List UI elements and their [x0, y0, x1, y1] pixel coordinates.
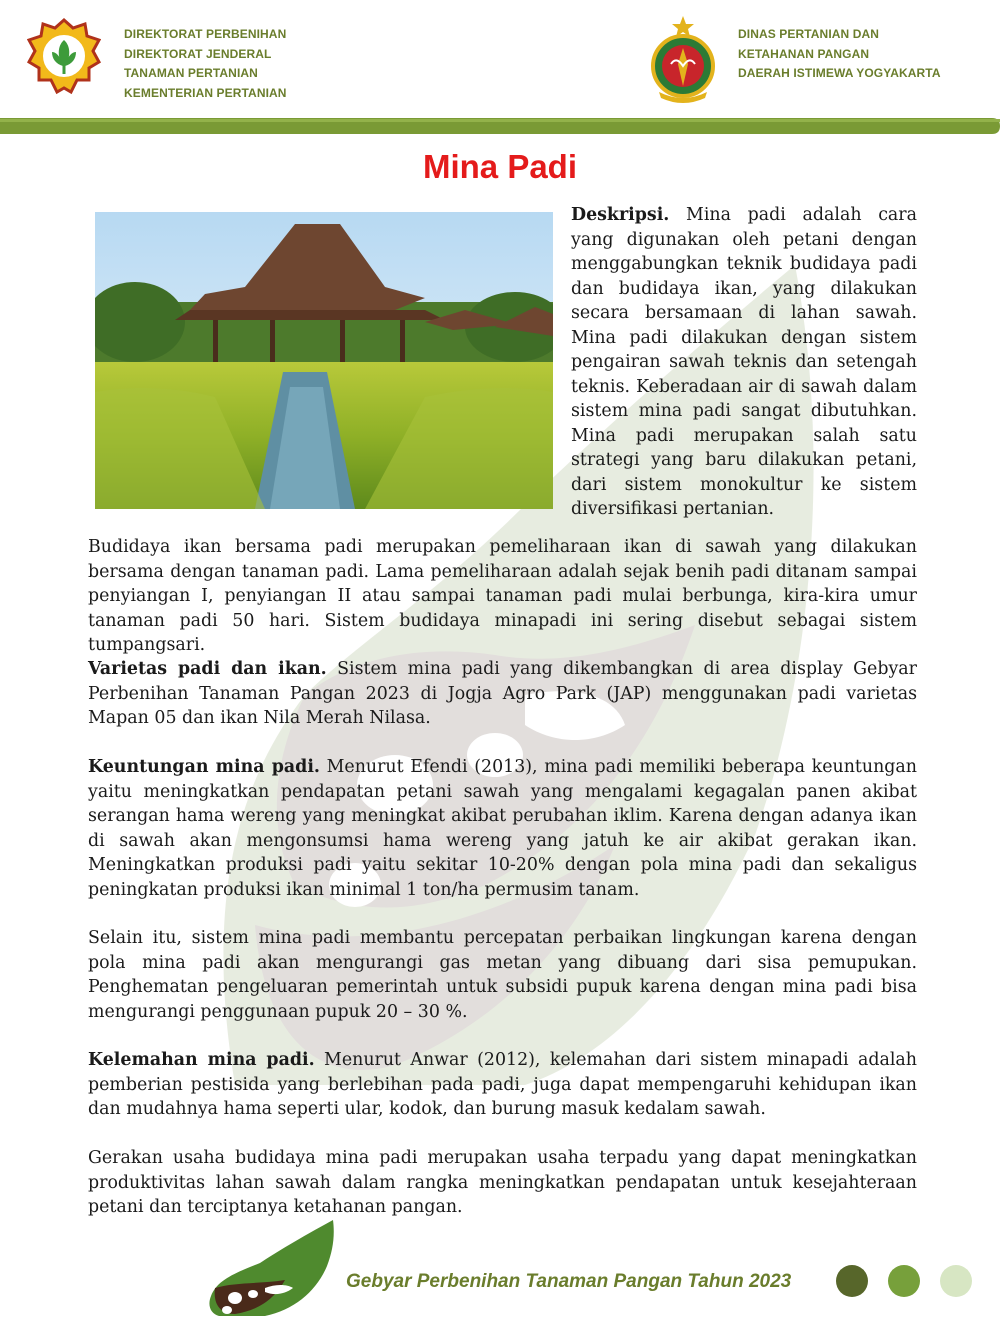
right-org-line: DINAS PERTANIAN DAN: [738, 27, 880, 41]
description-paragraph: [571, 203, 917, 522]
footer-dot-medium: [888, 1265, 920, 1297]
footer-dot-dark: [836, 1265, 868, 1297]
right-org-line: KETAHANAN PANGAN: [738, 46, 870, 61]
kementan-emblem-icon: [27, 18, 101, 98]
left-org-line: TANAMAN PERTANIAN: [124, 66, 258, 80]
left-org-line: DIREKTORAT JENDERAL: [124, 46, 272, 61]
varieties-text: Sistem mina padi yang dikembangkan di area display Gebyar Perbenihan Tanaman Pangan 2023 di Jogja Agro Park (JAP) menggunakan padi varietas Mapan 05 dan ikan Nila Merah Nilasa.: [88, 659, 917, 728]
description-text: Mina padi adalah cara yang digunakan oleh petani dengan menggabungkan teknik budidaya padi dan budidaya ikan, yang dilakukan secara bersamaan di lahan sawah. Mina padi dilakukan dengan sistem pengairan sawah teknis dan setengah teknis. Keberadaan air di sawah dalam sistem mina padi sangat dibutuhkan. Mina padi merupakan salah satu strategi yang baru dilakukan petani, dari sistem monokultur ke sistem diversifikasi pertanian.: [571, 205, 917, 519]
joglo-pavilion-rice-field-photo: [95, 212, 553, 509]
header-divider-bar: [0, 118, 1000, 134]
advantages-text: Menurut Efendi (2013), mina padi memiliki beberapa keuntungan yaitu meningkatkan pendapatan petani sawah yang mengalami kegagalan panen akibat serangan hama wereng yang meningkat akibat perubahan iklim. Karena dengan adanya ikan di sawah akan mengonsumsi hama wereng yang jatuh ke air akibat gerakan ikan. Meningkatkan produksi padi yaitu sekitar 10-20% dengan pola mina padi dan sekaligus peningkatan produksi ikan minimal 1 ton/ha permusim tanam.: [88, 757, 917, 900]
seed-leaf-logo-icon: [205, 1218, 337, 1318]
left-org-line: KEMENTERIAN PERTANIAN: [124, 85, 287, 100]
paragraph-advantages: [88, 755, 917, 902]
diy-coat-of-arms-icon: [645, 14, 721, 104]
page-title: Mina Padi: [422, 148, 578, 185]
description-label: Deskripsi.: [571, 205, 670, 225]
varieties-label: Varietas padi dan ikan.: [88, 659, 327, 679]
weaknesses-text: Menurut Anwar (2012), kelemahan dari sistem minapadi adalah pemberian pestisida yang berlebihan pada padi, juga dapat mempengaruhi kehidupan ikan dan mudahnya hama seperti ular, kodok, dan burung masuk kedalam sawah.: [88, 1050, 917, 1119]
paragraph-conclusion: Gerakan usaha budidaya mina padi merupakan usaha terpadu yang dapat meningkatkan produktivitas lahan sawah dalam rangka meningkatkan pendapatan untuk kesejahteraan petani dan terciptanya ketahanan pangan.: [88, 1148, 917, 1217]
weaknesses-label: Kelemahan mina padi.: [88, 1050, 315, 1070]
page-header: [0, 0, 1000, 118]
advantages-label: Keuntungan mina padi.: [88, 757, 320, 777]
paragraph-varieties: [88, 657, 917, 731]
paragraph-rice-fish-culture: Budidaya ikan bersama padi merupakan pemeliharaan ikan di sawah yang dilakukan bersama dengan tanaman padi. Lama pemeliharaan adalah sejak benih padi ditanam sampai penyiangan I, penyiangan II atau sampai tanaman padi mulai berbunga, kira-kira umur tanaman padi 50 hari. Sistem budidaya minapadi ini sering disebut sebagai sistem tumpangsari.: [88, 537, 917, 655]
paragraph-environment: Selain itu, sistem mina padi membantu percepatan perbaikan lingkungan karena dengan pola mina padi akan mengurangi gas metan yang dibuang dari sisa pemupukan. Penghematan pengeluaran pemerintah untuk subsidi pupuk karena dengan mina padi bisa mengurangi penggunaan pupuk 20 – 30 %.: [88, 928, 917, 1022]
left-organization-name: [124, 25, 287, 103]
footer-dot-light: [940, 1265, 972, 1297]
left-org-line: DIREKTORAT PERBENIHAN: [124, 27, 287, 41]
right-org-line: DAERAH ISTIMEWA YOGYAKARTA: [738, 66, 941, 80]
right-organization-name: [738, 25, 941, 84]
paragraph-weaknesses: [88, 1048, 917, 1122]
footer-event-title: Gebyar Perbenihan Tanaman Pangan Tahun 2023: [346, 1271, 792, 1292]
